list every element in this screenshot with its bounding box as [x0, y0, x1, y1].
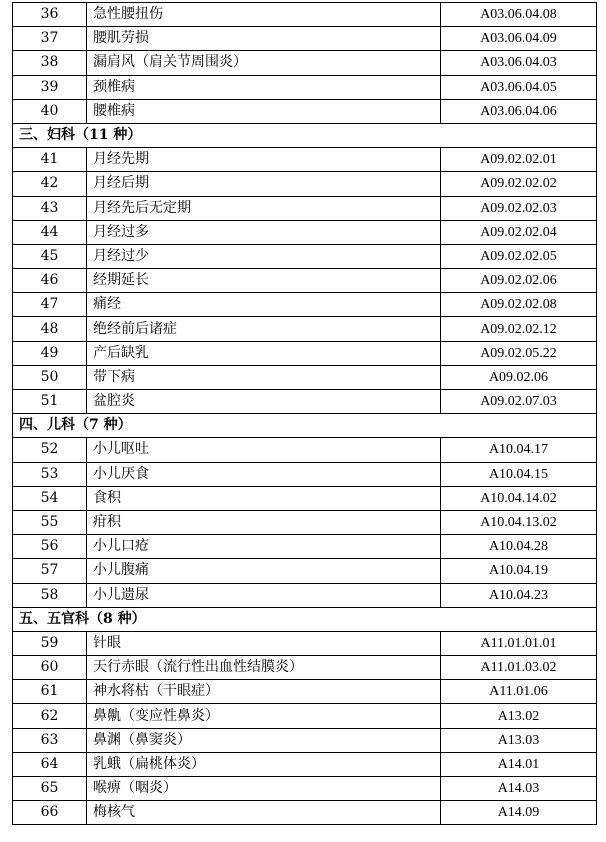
row-number: 58 [13, 583, 87, 607]
disease-code: A11.01.06 [441, 680, 597, 704]
disease-code: A09.02.02.12 [441, 317, 597, 341]
row-number: 59 [13, 631, 87, 655]
section-header-row [13, 414, 597, 438]
row-number: 60 [13, 656, 87, 680]
table-row [13, 51, 597, 75]
disease-name: 漏肩风（肩关节周围炎） [87, 51, 441, 75]
table-row [13, 244, 597, 268]
row-number: 57 [13, 559, 87, 583]
section-header-row [13, 123, 597, 147]
disease-code: A10.04.14.02 [441, 486, 597, 510]
disease-code: A03.06.04.09 [441, 27, 597, 51]
table-row [13, 680, 597, 704]
table-row [13, 535, 597, 559]
disease-code: A11.01.01.01 [441, 631, 597, 655]
table-row [13, 583, 597, 607]
row-number: 66 [13, 801, 87, 825]
disease-code: A09.02.02.06 [441, 269, 597, 293]
disease-code: A09.02.07.03 [441, 390, 597, 414]
disease-name: 疳积 [87, 510, 441, 534]
disease-name: 盆腔炎 [87, 390, 441, 414]
disease-code: A10.04.19 [441, 559, 597, 583]
row-number: 51 [13, 390, 87, 414]
disease-code: A13.03 [441, 728, 597, 752]
row-number: 48 [13, 317, 87, 341]
disease-code: A14.09 [441, 801, 597, 825]
disease-name: 小儿厌食 [87, 462, 441, 486]
disease-name: 小儿口疮 [87, 535, 441, 559]
row-number: 53 [13, 462, 87, 486]
disease-code: A10.04.23 [441, 583, 597, 607]
disease-code: A03.06.04.06 [441, 99, 597, 123]
table-row [13, 656, 597, 680]
table-row [13, 486, 597, 510]
disease-name: 鼻鼽（变应性鼻炎） [87, 704, 441, 728]
section-title: 四、儿科（7 种） [13, 414, 597, 438]
disease-code: A09.02.02.04 [441, 220, 597, 244]
disease-code: A09.02.05.22 [441, 341, 597, 365]
row-number: 47 [13, 293, 87, 317]
disease-name: 月经先后无定期 [87, 196, 441, 220]
disease-name: 急性腰扭伤 [87, 3, 441, 27]
row-number: 55 [13, 510, 87, 534]
disease-name: 月经过少 [87, 244, 441, 268]
disease-name: 月经后期 [87, 172, 441, 196]
row-number: 38 [13, 51, 87, 75]
table-row [13, 220, 597, 244]
disease-name: 小儿遗尿 [87, 583, 441, 607]
table-row [13, 390, 597, 414]
section-title: 五、五官科（8 种） [13, 607, 597, 631]
disease-name: 腰椎病 [87, 99, 441, 123]
table-row [13, 99, 597, 123]
row-number: 46 [13, 269, 87, 293]
disease-name: 乳蛾（扁桃体炎） [87, 752, 441, 776]
disease-name: 小儿腹痛 [87, 559, 441, 583]
row-number: 63 [13, 728, 87, 752]
table-row [13, 3, 597, 27]
row-number: 37 [13, 27, 87, 51]
table-row [13, 559, 597, 583]
row-number: 40 [13, 99, 87, 123]
table-row [13, 777, 597, 801]
disease-name: 针眼 [87, 631, 441, 655]
disease-code: A09.02.02.01 [441, 148, 597, 172]
table-row [13, 510, 597, 534]
table-body [13, 3, 597, 825]
disease-name: 月经先期 [87, 148, 441, 172]
table-row [13, 801, 597, 825]
table-row [13, 341, 597, 365]
disease-code: A14.03 [441, 777, 597, 801]
disease-code: A09.02.02.03 [441, 196, 597, 220]
table-row [13, 148, 597, 172]
disease-code: A03.06.04.03 [441, 51, 597, 75]
disease-code: A09.02.02.05 [441, 244, 597, 268]
disease-code: A09.02.02.02 [441, 172, 597, 196]
table-row [13, 728, 597, 752]
disease-name: 神水将枯（干眼症） [87, 680, 441, 704]
row-number: 44 [13, 220, 87, 244]
disease-name: 带下病 [87, 365, 441, 389]
section-header-row [13, 607, 597, 631]
disease-name: 鼻渊（鼻窦炎） [87, 728, 441, 752]
row-number: 54 [13, 486, 87, 510]
disease-code: A10.04.17 [441, 438, 597, 462]
row-number: 41 [13, 148, 87, 172]
table-row [13, 752, 597, 776]
disease-name: 小儿呕吐 [87, 438, 441, 462]
disease-code: A03.06.04.05 [441, 75, 597, 99]
disease-code: A10.04.28 [441, 535, 597, 559]
row-number: 43 [13, 196, 87, 220]
disease-name: 经期延长 [87, 269, 441, 293]
row-number: 62 [13, 704, 87, 728]
disease-code: A09.02.02.08 [441, 293, 597, 317]
disease-code-table [12, 2, 597, 825]
table-row [13, 438, 597, 462]
disease-name: 痛经 [87, 293, 441, 317]
disease-name: 月经过多 [87, 220, 441, 244]
row-number: 50 [13, 365, 87, 389]
disease-code: A13.02 [441, 704, 597, 728]
row-number: 61 [13, 680, 87, 704]
disease-name: 天行赤眼（流行性出血性结膜炎） [87, 656, 441, 680]
disease-name: 喉痹（咽炎） [87, 777, 441, 801]
section-title: 三、妇科（11 种） [13, 123, 597, 147]
disease-name: 腰肌劳损 [87, 27, 441, 51]
table-row [13, 196, 597, 220]
row-number: 65 [13, 777, 87, 801]
disease-code: A10.04.13.02 [441, 510, 597, 534]
table-row [13, 293, 597, 317]
row-number: 39 [13, 75, 87, 99]
row-number: 64 [13, 752, 87, 776]
table-row [13, 631, 597, 655]
row-number: 45 [13, 244, 87, 268]
disease-code: A14.01 [441, 752, 597, 776]
row-number: 52 [13, 438, 87, 462]
disease-code: A10.04.15 [441, 462, 597, 486]
disease-name: 食积 [87, 486, 441, 510]
disease-code: A03.06.04.08 [441, 3, 597, 27]
table-row [13, 365, 597, 389]
table-row [13, 317, 597, 341]
table-row [13, 704, 597, 728]
table-row [13, 27, 597, 51]
disease-name: 绝经前后诸症 [87, 317, 441, 341]
disease-code: A09.02.06 [441, 365, 597, 389]
row-number: 36 [13, 3, 87, 27]
disease-name: 梅核气 [87, 801, 441, 825]
row-number: 56 [13, 535, 87, 559]
row-number: 49 [13, 341, 87, 365]
row-number: 42 [13, 172, 87, 196]
disease-name: 颈椎病 [87, 75, 441, 99]
table-row [13, 269, 597, 293]
table-row [13, 172, 597, 196]
table-row [13, 75, 597, 99]
disease-code: A11.01.03.02 [441, 656, 597, 680]
disease-name: 产后缺乳 [87, 341, 441, 365]
table-row [13, 462, 597, 486]
